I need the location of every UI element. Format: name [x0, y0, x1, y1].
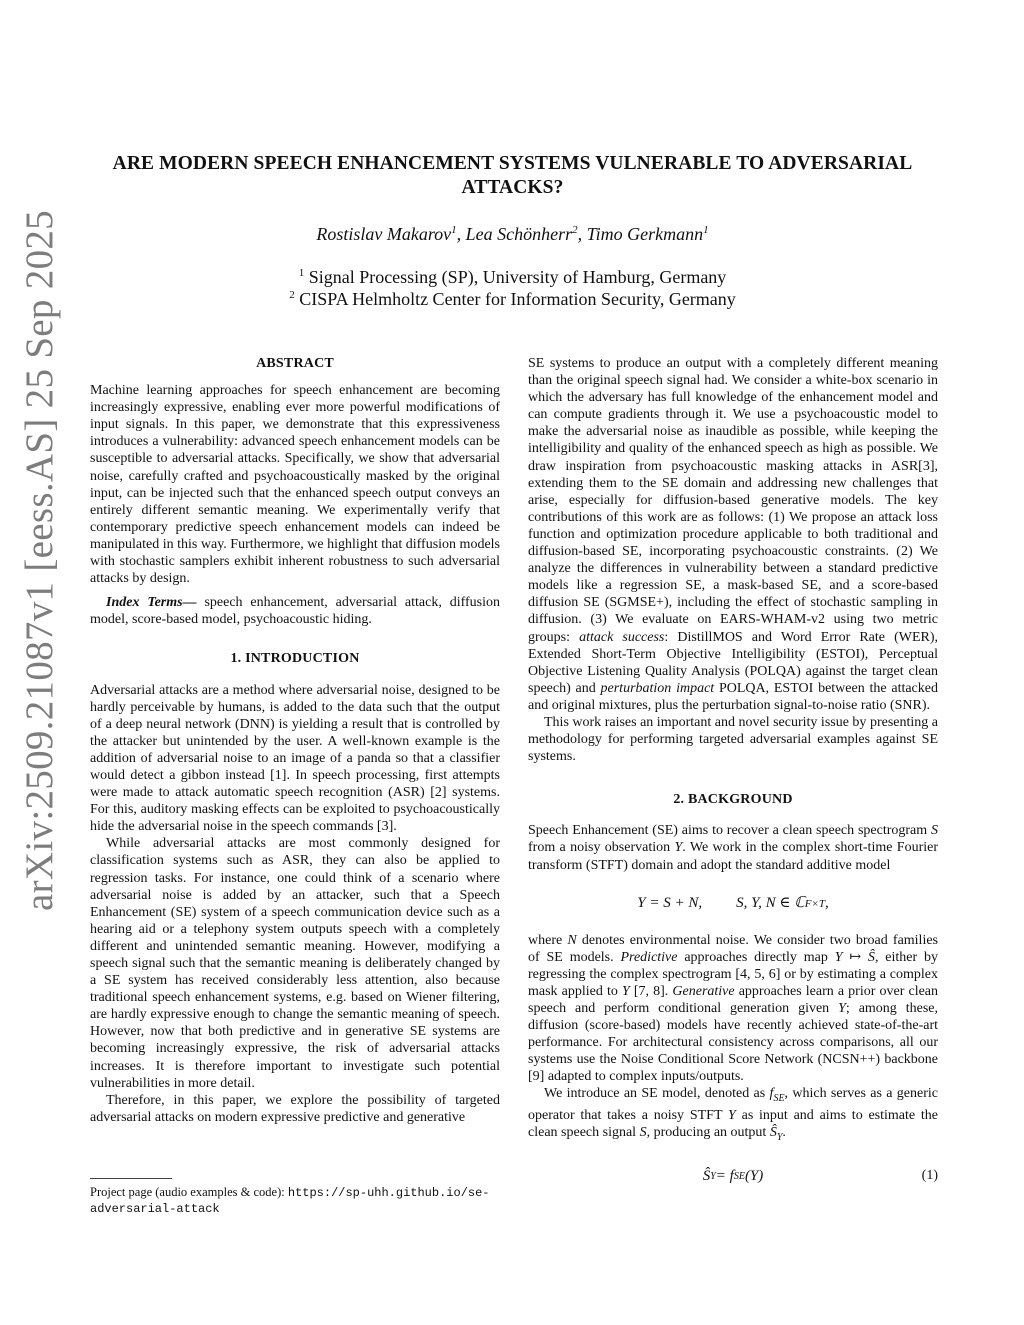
author-affil-mark: 2: [572, 224, 578, 236]
left-column: [90, 355, 500, 1126]
equation-number: (1): [921, 1168, 938, 1184]
abstract-heading: ABSTRACT: [256, 356, 334, 371]
affiliation-list: [90, 266, 935, 310]
footnote-text: Project page (audio examples & code):: [90, 1185, 288, 1199]
affiliation-line: $^1$ Signal Processing (SP), University of Hamburg, Germany: [298, 267, 727, 287]
index-terms-label: Index Terms—: [106, 595, 197, 611]
index-terms-text: speech enhancement, adversarial attack, diffusion model, score-based model, psychoacoustic hiding.: [90, 595, 500, 628]
introduction-heading: 1. INTRODUCTION: [230, 651, 360, 667]
author-name: Lea Schönherr: [465, 224, 573, 244]
arxiv-identifier-text: arXiv:2509.21087v1 [eess.AS] 25 Sep 2025: [17, 209, 61, 911]
intro-paragraph-1: Adversarial attacks are a method where adversarial noise, designed to be hardly perceivable by humans, is added to the data such that the output of a deep neural network (DNN) is yielding a result that is controlled by the attacker but unintended by the user. A well-known example is the addition of adversarial noise to an image of a panda so that a classifier would detect a gibbon instead [1]. In speech processing, first attempts were made to attack automatic speech recognition (ASR) [2] systems. For this, auditory masking effects can be exploited to psychoacoustically hide the adversarial noise in the speech commands [3].: [90, 682, 500, 835]
equation-1: Ŝ Y = f SE (Y) (1): [702, 1167, 938, 1184]
title-line-1: ARE MODERN SPEECH ENHANCEMENT SYSTEMS VULNERABLE TO ADVERSARIAL: [112, 153, 913, 174]
additive-model-equation: Y = S + N, S, Y, N ∈ ℂ F×T ,: [637, 895, 829, 912]
intro-continued-paragraph: SE systems to produce an output with a completely different meaning than the original speech signal had. We consider a white-box scenario in which the adversary has full knowledge of the enhancement model and can compute gradients through it. We use a psychoacoustic model to make the adversarial noise as inaudible as possible, while keeping the intelligibility and quality of the enhanced speech as high as possible. We draw inspiration from psychoacoustic masking attacks in ASR[3], extending them to the SE domain and addressing new challenges that arise, especially for diffusion-based generative models. The key contributions of this work are as follows: (1) We propose an attack loss function and optimization procedure applicable to both traditional and diffusion-based SE, incorporating psychoacoustic constraints. (2) We analyze the differences in vulnerability between a standard predictive models like a regression SE, a mask-based SE, and a score-based diffusion SE (SGMSE+), including the effect of stochastic sampling in diffusion. (3) We evaluate on EARS-WHAM-v2 using two metric groups: attack success: DistillMOS and Word Error Rate (WER), Extended Short-Term Objective Intelligibility (ESTOI), Perceptual Objective Listening Quality Analysis (POLQA) against the target clean speech) and perturbation impact POLQA, ESTOI between the attacked and original mixtures, plus the perturbation signal-to-noise ratio (SNR).: [528, 356, 939, 713]
background-heading: 2. BACKGROUND: [673, 792, 793, 808]
footnote-rule: [90, 1178, 172, 1179]
background-paragraph-2: where N denotes environmental noise. We consider two broad families of SE models. Predictive approaches directly map Y ↦ Ŝ, either by regressing the complex spectrogram [4, 5, 6] or by estimating a complex mask applied to Y [7, 8]. Generative approaches learn a prior over clean speech and perform conditional generation given Y; among these, diffusion (score-based) models have recently achieved state-of-the-art performance. For architectural consistency across comparisons, all our systems use the Noise Conditional Score Network (NCSN++) backbone [9] adapted to complex inputs/outputs.: [528, 932, 939, 1085]
author-affil-mark: 1: [703, 224, 709, 236]
right-column: [528, 355, 938, 1204]
author-name: Timo Gerkmann: [586, 224, 704, 244]
intro-paragraph-3: Therefore, in this paper, we explore the possibility of targeted adversarial attacks on modern expressive predictive and generative: [90, 1092, 500, 1125]
author-affil-mark: 1: [451, 224, 457, 236]
contribution-summary-paragraph: This work raises an important and novel security issue by presenting a methodology for performing targeted adversarial examples against SE systems.: [528, 714, 938, 765]
background-paragraph-3: We introduce an SE model, denoted as $f_{SE}$, which serves as a generic operator that takes a noisy STFT Y as input and aims to estimate the clean speech signal S, producing an output $Ŝ_Y$.: [528, 1086, 938, 1144]
footnote: [90, 1178, 500, 1217]
author-name: Rostislav Makarov: [316, 224, 452, 244]
affiliation-line: $^2$ CISPA Helmholtz Center for Information Security, Germany: [289, 289, 736, 309]
title-line-2: ATTACKS?: [461, 177, 564, 198]
arxiv-identifier-stamp: [8, 130, 70, 990]
intro-paragraph-2: While adversarial attacks are most commonly designed for classification systems such as ASR, they can also be applied to regression tasks. For instance, one could think of a scenario where adversarial noise is added by an attacker, such that a Speech Enhancement (SE) system of a speech communication device such as a hearing aid or a telephony system outputs speech with a completely different and unintended semantic meaning. However, modifying a speech signal such that the semantic meaning is deliberately changed by a SE system has received considerably less attention, also because traditional speech enhancement systems, e.g. based on Wiener filtering, are hardly expressive enough to change the semantic meaning of speech. However, now that both predictive and in generative SE systems are becoming increasingly expressive, the risk of adversarial attacks increases. It is therefore important to investigate such potential vulnerabilities in more detail.: [90, 836, 500, 1091]
paper-title: [90, 152, 935, 200]
author-list: Rostislav Makarov$^1$, Lea Schönherr$^2$, Timo Gerkmann$^1$: [316, 224, 709, 244]
project-page-link[interactable]: https://sp-uhh.github.io/se-adversarial-attack: [90, 1186, 490, 1216]
background-paragraph-1: Speech Enhancement (SE) aims to recover a clean speech spectrogram S from a noisy observation Y. We work in the complex short-time Fourier transform (STFT) domain and adopt the standard additive model: [528, 823, 938, 873]
abstract-text: Machine learning approaches for speech enhancement are becoming increasingly expressive, enabling ever more powerful modifications of input signals. In this paper, we demonstrate that this expressiveness introduces a vulnerability: advanced speech enhancement models can be susceptible to adversarial attacks. Specifically, we show that adversarial noise, carefully crafted and psychoacoustically masked by the original input, can be injected such that the enhanced speech output conveys an entirely different semantic meaning. We experimentally verify that contemporary predictive speech enhancement models can indeed be manipulated in this way. Furthermore, we highlight that diffusion models with stochastic samplers exhibit inherent robustness to such adversarial attacks by design.: [90, 383, 500, 587]
index-terms: [90, 594, 500, 628]
